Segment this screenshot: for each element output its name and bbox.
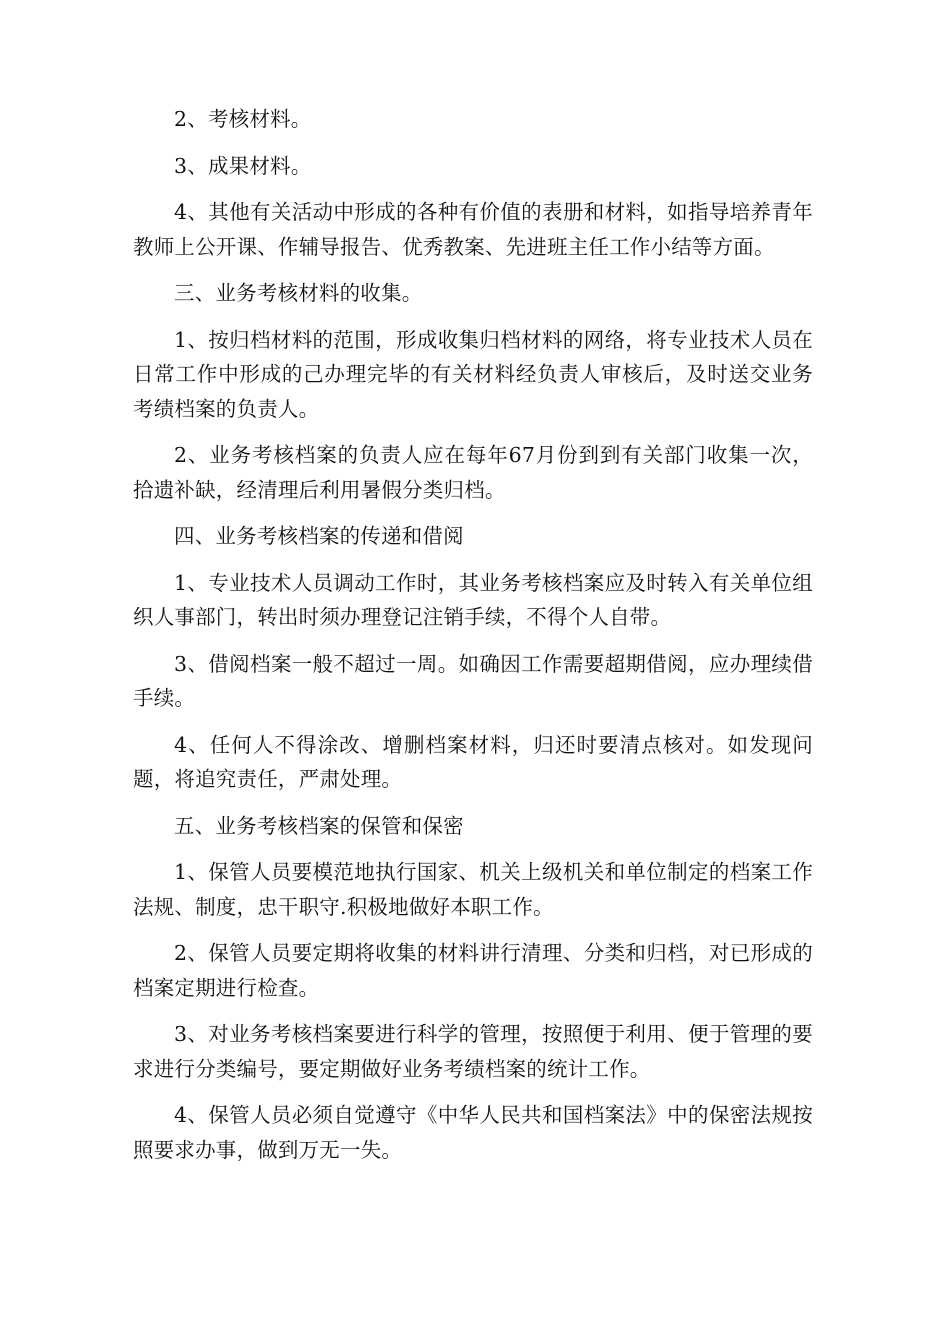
- item-achievement-materials: 3、成果材料。: [174, 153, 312, 178]
- item-follow-regulations: 1、保管人员要模范地执行国家、机关上级机关和单位制定的档案工作法规、制度，忠干职守.积极地做好本职工作。: [133, 860, 813, 919]
- item-scientific-management: 3、对业务考核档案要进行科学的管理，按照便于利用、便于管理的要求进行分类编号，要定期做好业务考绩档案的统计工作。: [133, 1022, 813, 1081]
- item-confidentiality-law: 4、保管人员必须自觉遵守《中华人民共和国档案法》中的保密法规按照要求办事，做到万无一失。: [133, 1103, 813, 1162]
- item-periodic-sorting: 2、保管人员要定期将收集的材料讲行清理、分类和归档，对已形成的档案定期进行检查。: [133, 941, 813, 1000]
- item-assessment-materials: 2、考核材料。: [174, 107, 312, 131]
- item-other-materials: 4、其他有关活动中形成的各种有价值的表册和材料，如指导培养青年教师上公开课、作辅导报告、优秀教案、先进班主任工作小结等方面。: [133, 200, 813, 259]
- item-no-alteration: 4、任何人不得涂改、增删档案材料，归还时要清点核对。如发现问题，将追究责任，严肃处理。: [133, 732, 813, 791]
- item-borrowing-period: 3、借阅档案一般不超过一周。如确因工作需要超期借阅，应办理续借手续。: [133, 651, 813, 710]
- section-heading-collection: 三、业务考核材料的收集。: [174, 281, 423, 305]
- item-collection-network: 1、按归档材料的范围，形成收集归档材料的网络，将专业技术人员在日常工作中形成的己办理完毕的有关材料经负责人审核后，及时送交业务考绩档案的负责人。: [133, 327, 813, 421]
- item-transfer-on-job-change: 1、专业技术人员调动工作时，其业务考核档案应及时转入有关单位组织人事部门，转出时须办理登记注销手续，不得个人自带。: [133, 570, 813, 629]
- item-annual-collection: 2、业务考核档案的负责人应在每年67月份到到有关部门收集一次，拾遗补缺，经清理后利用暑假分类归档。: [133, 443, 813, 502]
- section-heading-custody-confidentiality: 五、业务考核档案的保管和保密: [174, 813, 464, 838]
- document-page: [133, 102, 813, 1179]
- section-heading-transfer-borrowing: 四、业务考核档案的传递和借阅: [174, 524, 464, 548]
